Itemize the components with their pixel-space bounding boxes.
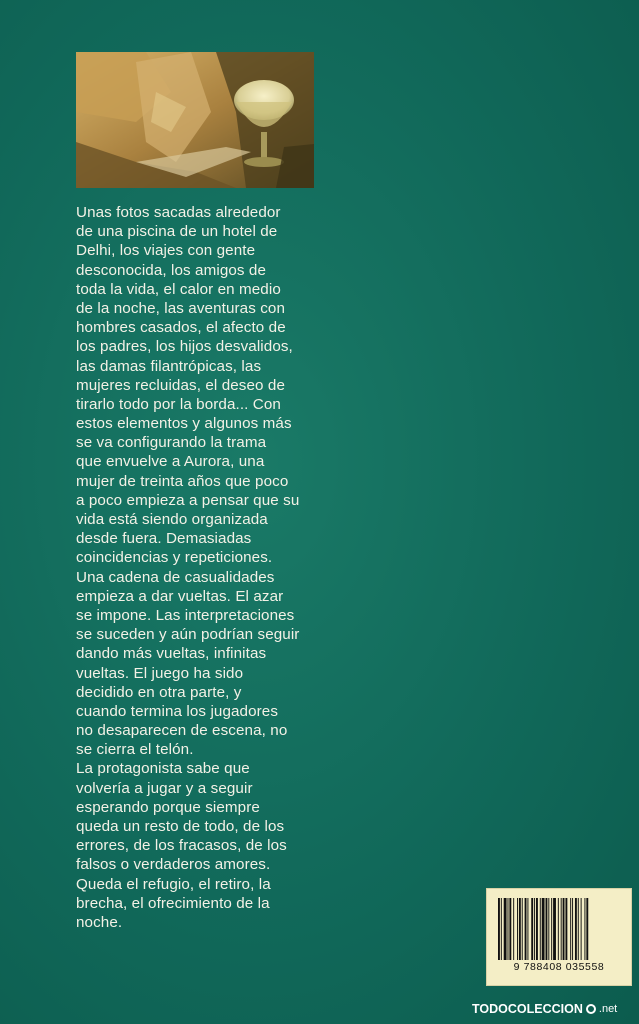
isbn-barcode xyxy=(486,888,632,986)
synopsis-line: mujer de treinta años que poco xyxy=(76,472,289,490)
synopsis-line: cuando termina los jugadores xyxy=(76,702,279,720)
synopsis-line: noche. xyxy=(76,913,123,931)
synopsis-line: coincidencias y repeticiones. xyxy=(76,549,273,567)
barcode-icon xyxy=(497,898,623,960)
synopsis-line: de la noche, las aventuras con xyxy=(76,299,286,317)
cover-painting-image xyxy=(76,52,314,188)
synopsis-line: tirarlo todo por la borda... Con xyxy=(76,395,281,413)
synopsis-line: las damas filantrópicas, las xyxy=(76,357,262,375)
synopsis-line: Unas fotos sacadas alrededor xyxy=(76,204,281,221)
synopsis-line: errores, de los fracasos, de los xyxy=(76,837,287,855)
synopsis-line: se impone. Las interpretaciones xyxy=(76,606,295,624)
synopsis-line: a poco empieza a pensar que su xyxy=(76,491,300,509)
watermark xyxy=(472,1002,617,1016)
synopsis-line: desde fuera. Demasiadas xyxy=(76,530,252,548)
synopsis-line: de una piscina de un hotel de xyxy=(76,223,278,241)
synopsis-line: La protagonista sabe que xyxy=(76,760,250,778)
painting-still-life-glass-icon xyxy=(76,52,314,188)
synopsis-line: vueltas. El juego ha sido xyxy=(76,664,244,682)
synopsis-line: se suceden y aún podrían seguir xyxy=(76,626,300,644)
synopsis-line: falsos o verdaderos amores. xyxy=(76,856,271,874)
synopsis-line: los padres, los hijos desvalidos, xyxy=(76,338,293,356)
synopsis-line: vida está siendo organizada xyxy=(76,511,268,528)
synopsis-line: desconocida, los amigos de xyxy=(76,261,267,279)
synopsis-line: brecha, el ofrecimiento de la xyxy=(76,894,270,912)
synopsis-line: se va configurando la trama xyxy=(76,434,267,452)
synopsis-line: volvería a jugar y a seguir xyxy=(76,779,253,797)
synopsis-line: Una cadena de casualidades xyxy=(76,568,275,586)
synopsis-line: esperando porque siempre xyxy=(76,798,260,816)
synopsis-line: decidido en otra parte, y xyxy=(76,683,242,701)
synopsis-line: se cierra el telón. xyxy=(76,741,194,759)
synopsis-line: toda la vida, el calor en medio xyxy=(76,280,281,298)
synopsis-line: Delhi, los viajes con gente xyxy=(76,242,256,260)
synopsis-line: no desaparecen de escena, no xyxy=(76,722,288,740)
synopsis-line: mujeres recluidas, el deseo de xyxy=(76,376,285,394)
watermark-circle-icon xyxy=(586,1004,596,1014)
isbn-number: 9 788408 035558 xyxy=(513,961,605,973)
synopsis-line: empieza a dar vueltas. El azar xyxy=(76,587,284,605)
watermark-domain: .net xyxy=(598,1003,618,1015)
synopsis-text xyxy=(76,203,366,932)
synopsis-line: que envuelve a Aurora, una xyxy=(76,453,265,471)
synopsis-line: estos elementos y algunos más xyxy=(76,415,292,433)
synopsis-line: dando más vueltas, infinitas xyxy=(76,645,267,663)
watermark-brand: TODOCOLECCION xyxy=(472,1002,583,1016)
synopsis-line: Queda el refugio, el retiro, la xyxy=(76,875,271,893)
synopsis-line: hombres casados, el afecto de xyxy=(76,319,286,337)
synopsis-line: queda un resto de todo, de los xyxy=(76,818,285,835)
